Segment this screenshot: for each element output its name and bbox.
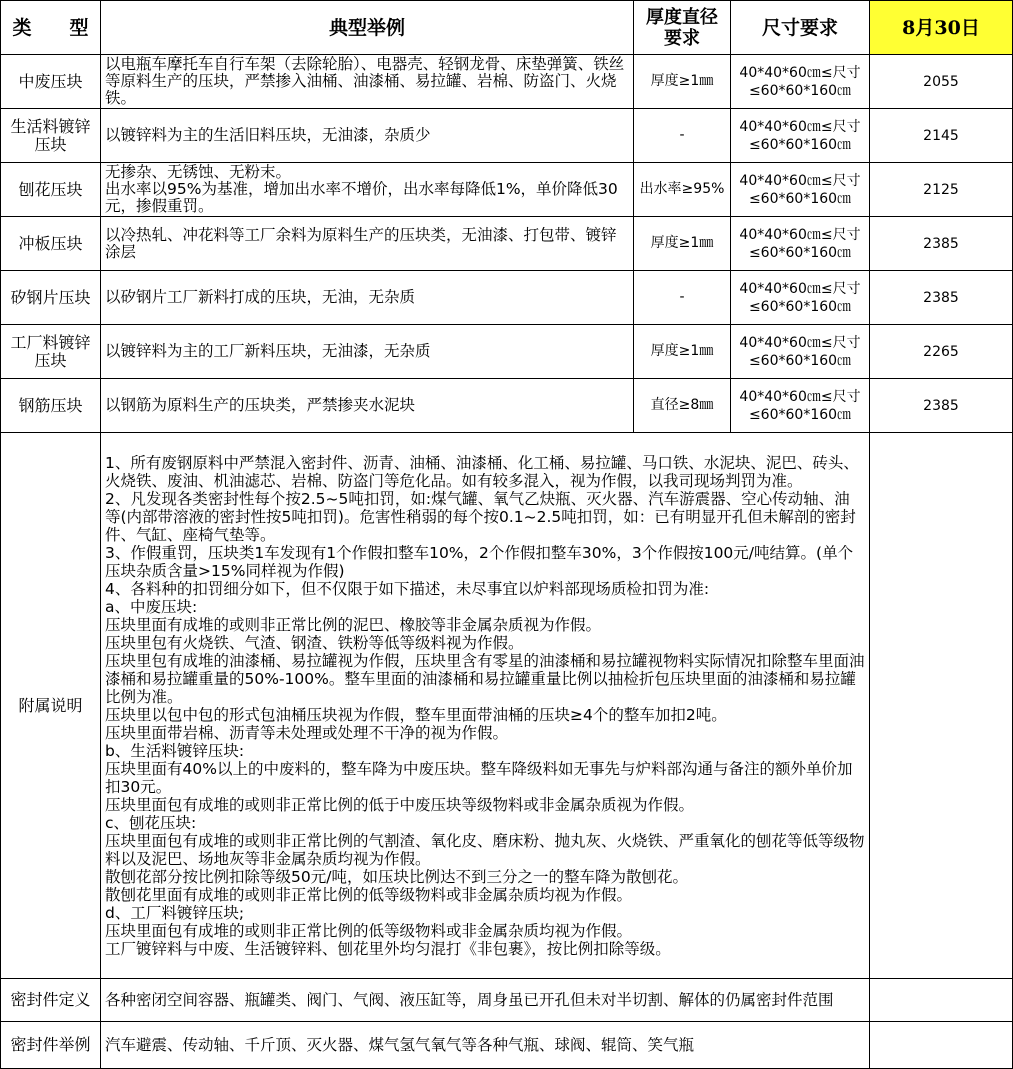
note-item: 压块里以包中包的形式包油桶压块视为作假，整车里面带油桶的压块≥4个的整车加扣2吨。 xyxy=(105,705,727,724)
row-description xyxy=(101,109,634,163)
row-thickness: - xyxy=(634,271,731,325)
row-description-text: 以电瓶车摩托车自行车架（去除轮胎）、电器壳、轻钢龙骨、床垫弹簧、铁丝等原料生产的压块，严禁掺入油桶、油漆桶、易拉罐、岩棉、防盗门、火烧铁。 xyxy=(105,55,625,107)
seal-examples-empty-cell xyxy=(870,1022,1013,1069)
row-size: 40*40*60㎝≤尺寸≤60*60*160㎝ xyxy=(731,217,870,271)
row-size: 40*40*60㎝≤尺寸≤60*60*160㎝ xyxy=(731,55,870,109)
row-size: 40*40*60㎝≤尺寸≤60*60*160㎝ xyxy=(731,379,870,433)
note-item: 2、凡发现各类密封性每个按2.5~5吨扣罚，如:煤气罐、氧气乙炔瓶、灭火器、汽车游震器、空心传动轴、油等(内部带溶液的密封性按5吨扣罚)。危害性稍弱的每个按0.1~2.5吨扣罚，如：已有明显开孔但未解剖的密封件、气缸、座椅气垫等。 xyxy=(105,489,856,544)
notes-label: 附属说明 xyxy=(1,433,101,979)
note-item: 压块里面包有成堆的或则非正常比例的低于中废压块等级物料或非金属杂质视为作假。 xyxy=(105,795,695,814)
row-type: 矽钢片压块 xyxy=(1,271,101,325)
row-size: 40*40*60㎝≤尺寸≤60*60*160㎝ xyxy=(731,271,870,325)
note-item: 散刨花里面有成堆的或则非正常比例的低等级物料或非金属杂质均视为作假。 xyxy=(105,885,633,904)
note-item: b、生活料镀锌压块: xyxy=(105,741,245,760)
row-description xyxy=(101,55,634,109)
row-thickness: 厚度≥1㎜ xyxy=(634,55,731,109)
header-example: 典型举例 xyxy=(101,1,634,55)
row-type: 生活料镀锌压块 xyxy=(1,109,101,163)
row-size: 40*40*60㎝≤尺寸≤60*60*160㎝ xyxy=(731,325,870,379)
row-thickness: 直径≥8㎜ xyxy=(634,379,731,433)
row-description xyxy=(101,325,634,379)
seal-definition-empty-cell xyxy=(870,979,1013,1022)
row-type: 刨花压块 xyxy=(1,163,101,217)
note-item: 压块里面有成堆的或则非正常比例的泥巴、橡胶等非金属杂质视为作假。 xyxy=(105,615,602,634)
header-date: 8月30日 xyxy=(870,1,1013,55)
note-item: 4、各料种的扣罚细分如下，但不仅限于如下描述，未尽事宜以炉料部现场质检扣罚为准: xyxy=(105,579,710,598)
row-description xyxy=(101,379,634,433)
row-type: 工厂料镀锌压块 xyxy=(1,325,101,379)
header-size: 尺寸要求 xyxy=(731,1,870,55)
row-size: 40*40*60㎝≤尺寸≤60*60*160㎝ xyxy=(731,163,870,217)
row-type: 钢筋压块 xyxy=(1,379,101,433)
note-item: a、中废压块: xyxy=(105,597,198,616)
row-price: 2385 xyxy=(870,271,1013,325)
note-item: 压块里面包有成堆的或则非正常比例的低等级物料或非金属杂质均视为作假。 xyxy=(105,921,633,940)
row-price: 2125 xyxy=(870,163,1013,217)
row-description-text: 以冷热轧、冲花料等工厂余料为原料生产的压块类，无油漆、打包带、镀锌涂层 xyxy=(105,225,617,261)
row-type: 中废压块 xyxy=(1,55,101,109)
notes-empty-price-cell xyxy=(870,433,1013,979)
seal-definition-text: 各种密闭空间容器、瓶罐类、阀门、气阀、液压缸等，周身虽已开孔但未对半切割、解体的仍属密封件范围 xyxy=(105,990,834,1009)
row-price: 2385 xyxy=(870,379,1013,433)
seal-examples-label: 密封件举例 xyxy=(1,1022,101,1069)
row-description-text: 出水率以95%为基准，增加出水率不增价，出水率每降低1%，单价降低30元，掺假重罚。 xyxy=(105,180,618,215)
note-item: 压块里面包有成堆的或则非正常比例的气割渣、氧化皮、磨床粉、抛丸灰、火烧铁、严重氧化的刨花等低等级物料以及泥巴、场地灰等非金属杂质均视为作假。 xyxy=(105,831,865,868)
row-description xyxy=(101,271,634,325)
note-item: 散刨花部分按比例扣除等级50元/吨，如压块比例达不到三分之一的整车降为散刨花。 xyxy=(105,867,688,886)
note-item: 压块里包有火烧铁、气渣、钢渣、铁粉等低等级料视为作假。 xyxy=(105,633,524,652)
row-thickness: 出水率≥95% xyxy=(634,163,731,217)
row-description xyxy=(101,163,634,217)
seal-definition-content xyxy=(101,979,870,1022)
row-description-text: 以镀锌料为主的生活旧料压块，无油漆，杂质少 xyxy=(105,126,431,144)
row-thickness: 厚度≥1㎜ xyxy=(634,325,731,379)
seal-examples-content xyxy=(101,1022,870,1069)
row-description-text: 无掺杂、无锈蚀、无粉末。 xyxy=(105,163,292,181)
note-item: d、工厂料镀锌压块; xyxy=(105,903,245,922)
row-price: 2265 xyxy=(870,325,1013,379)
row-price: 2055 xyxy=(870,55,1013,109)
note-item: 1、所有废钢原料中严禁混入密封件、沥青、油桶、油漆桶、化工桶、易拉罐、马口铁、水泥块、泥巴、砖头、火烧铁、废油、机油滤芯、岩棉、防盗门等危化品。如有较多混入，视为作假，以我司现场判罚为准。 xyxy=(105,453,859,490)
seal-definition-label: 密封件定义 xyxy=(1,979,101,1022)
seal-examples-text: 汽车避震、传动轴、千斤顶、灭火器、煤气氢气氧气等各种气瓶、球阀、辊筒、笑气瓶 xyxy=(105,1035,695,1054)
header-thickness: 厚度直径要求 xyxy=(634,1,731,55)
note-item: 3、作假重罚，压块类1车发现有1个作假扣整车10%，2个作假扣整车30%，3个作假按100元/吨结算。(单个压块杂质含量>15%同样视为作假) xyxy=(105,543,854,580)
header-type: 类 型 xyxy=(1,1,101,55)
row-thickness: 厚度≥1㎜ xyxy=(634,217,731,271)
row-description-text: 以钢筋为原料生产的压块类，严禁掺夹水泥块 xyxy=(105,396,416,414)
row-price: 2385 xyxy=(870,217,1013,271)
row-description xyxy=(101,217,634,271)
note-item: 压块里包有成堆的油漆桶、易拉罐视为作假，压块里含有零星的油漆桶和易拉罐视物料实际情况扣除整车里面油漆桶和易拉罐重量的50%-100%。整车里面的油漆桶和易拉罐重量比例以抽检折包压块里面的油漆桶和易拉罐比例为准。 xyxy=(105,651,865,706)
row-thickness: - xyxy=(634,109,731,163)
row-size: 40*40*60㎝≤尺寸≤60*60*160㎝ xyxy=(731,109,870,163)
note-item: 压块里面有40%以上的中废料的，整车降为中废压块。整车降级料如无事先与炉料部沟通与备注的额外单价加扣30元。 xyxy=(105,759,853,796)
note-item: c、刨花压块: xyxy=(105,813,197,832)
row-description-text: 以镀锌料为主的工厂新料压块，无油漆，无杂质 xyxy=(105,342,431,360)
notes-content xyxy=(101,433,870,979)
note-item: 工厂镀锌料与中废、生活镀锌料、刨花里外均匀混打《非包裹》，按比例扣除等级。 xyxy=(105,939,671,958)
row-type: 冲板压块 xyxy=(1,217,101,271)
row-price: 2145 xyxy=(870,109,1013,163)
row-description-text: 以矽钢片工厂新料打成的压块，无油，无杂质 xyxy=(105,288,416,306)
note-item: 压块里面带岩棉、沥青等未处理或处理不干净的视为作假。 xyxy=(105,723,509,742)
